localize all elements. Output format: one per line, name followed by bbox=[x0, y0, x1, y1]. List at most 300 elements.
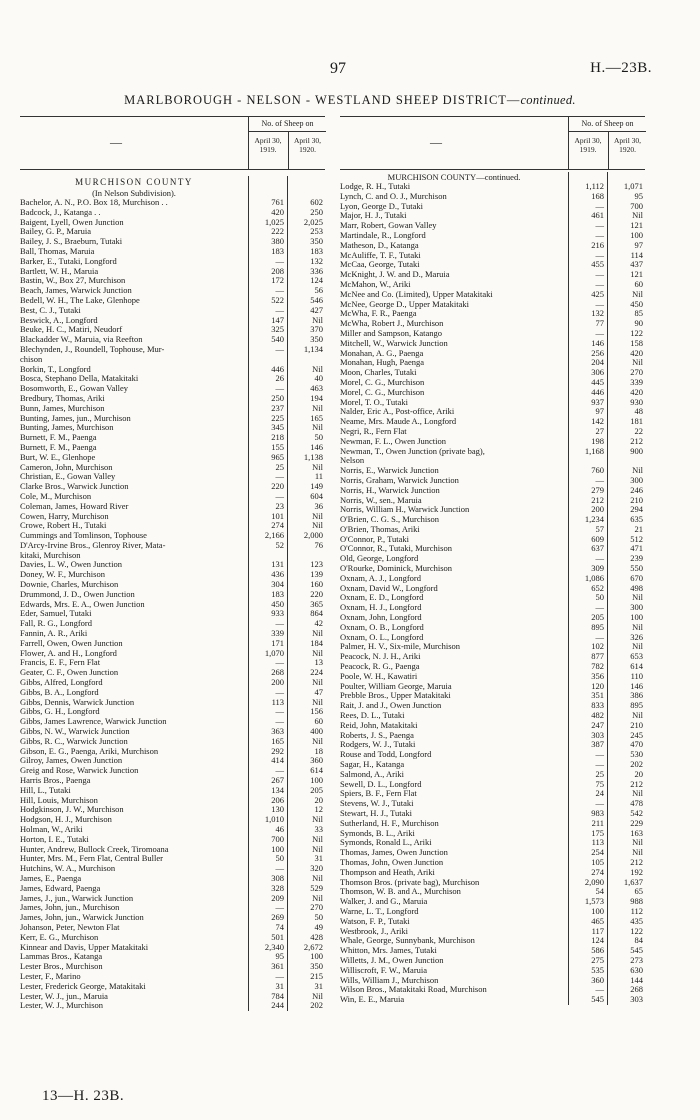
count-1919: 256 bbox=[591, 347, 604, 358]
count-1920: 895 bbox=[630, 700, 643, 711]
count-1920: 124 bbox=[310, 275, 323, 286]
count-1920: 1,134 bbox=[303, 343, 323, 354]
count-1920: 512 bbox=[630, 533, 643, 544]
owner-name: Lynch, C. and O. J., Murchison bbox=[340, 191, 447, 201]
owner-name: Hunter, Mrs. M., Fern Flat, Central Buller bbox=[20, 854, 163, 864]
count-1919: — bbox=[275, 765, 284, 776]
owner-name: Rait, J. and J., Owen Junction bbox=[340, 701, 442, 711]
count-1919: 146 bbox=[591, 337, 604, 348]
owner-name: Hodgson, H. J., Murchison bbox=[20, 815, 112, 825]
count-1919: 455 bbox=[591, 259, 604, 270]
count-1920: 336 bbox=[310, 265, 323, 276]
count-1920: 65 bbox=[634, 886, 643, 897]
owner-name: Gibbs, N. W., Warwick Junction bbox=[20, 727, 130, 737]
count-1919: 535 bbox=[591, 964, 604, 975]
count-1919: 609 bbox=[591, 533, 604, 544]
count-1919: 328 bbox=[271, 882, 284, 893]
count-1919: 1,573 bbox=[584, 896, 604, 907]
owner-name: Gibbs, G. H., Longford bbox=[20, 707, 100, 717]
owner-name: McAuliffe, T. F., Tutaki bbox=[340, 250, 421, 260]
count-1919: 200 bbox=[271, 677, 284, 688]
owner-name: O'Connor, P., Tutaki bbox=[340, 534, 409, 544]
count-1919: 25 bbox=[275, 461, 284, 472]
count-1919: 268 bbox=[271, 667, 284, 678]
count-1920: 300 bbox=[630, 602, 643, 613]
count-1920: 2,000 bbox=[303, 530, 323, 541]
count-1919: — bbox=[595, 229, 604, 240]
count-1919: — bbox=[595, 798, 604, 809]
count-1919: 274 bbox=[591, 866, 604, 877]
count-1920: Nil bbox=[632, 288, 643, 299]
count-1920: 90 bbox=[634, 318, 643, 329]
owner-name: Hutchins, W. A., Murchison bbox=[20, 864, 116, 874]
owner-name: Thomson, W. B. and A., Murchison bbox=[340, 887, 461, 897]
count-1920: 270 bbox=[630, 367, 643, 378]
count-1919: 172 bbox=[271, 275, 284, 286]
owner-name: O'Rourke, Dominick, Murchison bbox=[340, 564, 453, 574]
subsection-heading: (In Nelson Subdivision). bbox=[92, 188, 176, 198]
count-1919: 545 bbox=[591, 994, 604, 1005]
owner-name: James, E., Paenga bbox=[20, 873, 82, 883]
owner-name: Gibbs, Alfred, Longford bbox=[20, 678, 103, 688]
count-1920: 183 bbox=[310, 245, 323, 256]
col-1919-header: April 30, 1919. bbox=[574, 136, 602, 154]
owner-name: Poulter, William George, Maruia bbox=[340, 681, 452, 691]
count-1919: 380 bbox=[271, 236, 284, 247]
count-1919: 2,166 bbox=[264, 530, 284, 541]
count-1919: 31 bbox=[275, 980, 284, 991]
owner-name: Fall, R. G., Longford bbox=[20, 619, 93, 629]
count-1920: 85 bbox=[634, 308, 643, 319]
count-1919: 105 bbox=[591, 856, 604, 867]
count-1920: 212 bbox=[630, 435, 643, 446]
count-1920: 245 bbox=[630, 729, 643, 740]
owner-name: Walker, J. and G., Maruia bbox=[340, 897, 428, 907]
count-1919: 46 bbox=[275, 824, 284, 834]
count-1920: 602 bbox=[310, 197, 323, 207]
count-1919: 50 bbox=[275, 853, 284, 864]
count-1920: 49 bbox=[314, 921, 323, 932]
count-1920: 13 bbox=[314, 657, 323, 668]
count-1919: 52 bbox=[275, 539, 284, 550]
count-1920: Nil bbox=[312, 510, 323, 521]
owner-name: Bastin, W., Box 27, Murchison bbox=[20, 276, 126, 286]
count-1919: 2,340 bbox=[264, 941, 284, 952]
count-1920: 20 bbox=[634, 768, 643, 779]
count-1920: 614 bbox=[310, 765, 323, 776]
count-1919: — bbox=[275, 902, 284, 913]
count-1919: — bbox=[595, 602, 604, 613]
count-1920: Nil bbox=[312, 677, 323, 688]
count-1920: 370 bbox=[310, 324, 323, 335]
owner-name: McWha, F. R., Paenga bbox=[340, 309, 417, 319]
count-1919: — bbox=[275, 383, 284, 394]
count-1919: 27 bbox=[595, 425, 604, 436]
owner-name: Hill, L., Tutaki bbox=[20, 785, 71, 795]
count-1919: 983 bbox=[591, 808, 604, 818]
count-1920: 224 bbox=[310, 667, 323, 678]
owner-name: Oxnam, O. B., Longford bbox=[340, 622, 424, 632]
count-1919: 175 bbox=[591, 827, 604, 838]
count-1919: 244 bbox=[271, 1000, 284, 1011]
owner-name: Prebble Bros., Upper Matakitaki bbox=[340, 691, 451, 701]
count-1919: 482 bbox=[591, 710, 604, 721]
count-1919: 50 bbox=[595, 592, 604, 603]
owner-name: Badcock, J., Katanga . . bbox=[20, 207, 101, 217]
owner-name: Flower, A. and H., Longford bbox=[20, 648, 117, 658]
count-1920: 21 bbox=[634, 523, 643, 534]
owner-name: Morel, T. O., Tutaki bbox=[340, 397, 408, 407]
owner-name: Fannin, A. R., Ariki bbox=[20, 629, 88, 639]
owner-name: Monahan, Hugh, Paenga bbox=[340, 358, 425, 368]
owner-name: Salmond, A., Ariki bbox=[340, 769, 404, 779]
owner-name: Downie, Charles, Murchison bbox=[20, 580, 119, 590]
owner-name: Blechynden, J., Roundell, Tophouse, Mur- bbox=[20, 344, 165, 354]
owner-name: Francis, E. F., Fern Flat bbox=[20, 658, 101, 668]
owner-name: Lester, W. J., jun., Maruia bbox=[20, 991, 108, 1001]
count-1920: 365 bbox=[310, 598, 323, 609]
count-1920: Nil bbox=[312, 363, 323, 374]
count-1920: 139 bbox=[310, 569, 323, 580]
owner-name: Burnett, F. M., Paenga bbox=[20, 433, 97, 443]
count-1920: 350 bbox=[310, 961, 323, 972]
col-1919-header: April 30, 1919. bbox=[254, 136, 282, 154]
count-1919: 304 bbox=[271, 579, 284, 590]
count-1919: 306 bbox=[591, 367, 604, 378]
owner-name: Nalder, Eric A., Post-office, Ariki bbox=[340, 407, 455, 417]
owner-name: Hill, Louis, Murchison bbox=[20, 795, 98, 805]
owner-name: Eder, Samuel, Tutaki bbox=[20, 609, 92, 619]
owner-name: Wilson Bros., Matakitaki Road, Murchison bbox=[340, 985, 487, 995]
count-1919: 414 bbox=[271, 755, 284, 766]
count-1920: 31 bbox=[314, 853, 323, 864]
owner-name: Matheson, D., Katanga bbox=[340, 240, 419, 250]
count-1920: Nil bbox=[312, 647, 323, 658]
count-1920: Nil bbox=[312, 814, 323, 825]
count-1919: 446 bbox=[271, 363, 284, 374]
table-row bbox=[340, 447, 645, 457]
count-1920: 545 bbox=[630, 945, 643, 956]
owner-name: Bachelor, A. N., P.O. Box 18, Murchison . . bbox=[20, 198, 168, 207]
table-row bbox=[20, 1001, 325, 1011]
count-1920: 40 bbox=[314, 373, 323, 384]
count-1919: — bbox=[595, 327, 604, 338]
count-1919: 124 bbox=[591, 935, 604, 946]
owner-name: James, J., jun., Warwick Junction bbox=[20, 893, 134, 903]
count-1919: 75 bbox=[595, 778, 604, 789]
count-1919: — bbox=[275, 490, 284, 501]
owner-name: Negri, R., Fern Flat bbox=[340, 426, 407, 436]
owner-name: Oxnam, E. D., Longford bbox=[340, 593, 424, 603]
count-1920: 149 bbox=[310, 481, 323, 492]
count-1920: 546 bbox=[310, 294, 323, 305]
count-1920: 427 bbox=[310, 304, 323, 315]
count-1919: 303 bbox=[591, 729, 604, 740]
count-1919: 250 bbox=[271, 392, 284, 403]
owner-name: Cummings and Tomlinson, Tophouse bbox=[20, 531, 147, 541]
owner-name: McKnight, J. W. and D., Maruia bbox=[340, 270, 450, 280]
count-1919: — bbox=[595, 278, 604, 289]
count-1919: 782 bbox=[591, 661, 604, 672]
count-1919: 25 bbox=[595, 768, 604, 779]
count-1919: 101 bbox=[271, 510, 284, 521]
count-1919: 2,090 bbox=[584, 876, 604, 887]
count-1920: 163 bbox=[630, 827, 643, 838]
owner-name: Blackadder W., Maruia, via Reefton bbox=[20, 335, 143, 345]
count-1920: 273 bbox=[630, 954, 643, 965]
count-1919: 420 bbox=[271, 206, 284, 217]
count-1919: 279 bbox=[591, 484, 604, 495]
count-1919: 501 bbox=[271, 931, 284, 942]
owner-name: Bailey, G. P., Maruia bbox=[20, 227, 91, 237]
owner-name: Palmer, H. V., Six-mile, Murchison bbox=[340, 642, 460, 652]
owner-name: O'Brien, Thomas, Ariki bbox=[340, 524, 420, 534]
owner-name: D'Arcy-Irvine Bros., Glenroy River, Mata- bbox=[20, 540, 166, 550]
count-1919: 461 bbox=[591, 210, 604, 221]
count-1919: 1,112 bbox=[585, 181, 604, 191]
count-1919: — bbox=[595, 269, 604, 280]
count-1919: 131 bbox=[271, 559, 284, 570]
name-column-header: — bbox=[110, 135, 122, 149]
owner-name: Peacock, R. G., Paenga bbox=[340, 662, 420, 672]
owner-name: Harris Bros., Paenga bbox=[20, 776, 91, 786]
count-1919: — bbox=[275, 343, 284, 354]
count-1919: 345 bbox=[271, 422, 284, 433]
owner-name: Morel, C. G., Murchison bbox=[340, 387, 425, 397]
count-1920: 450 bbox=[630, 298, 643, 309]
owner-name: Rodgers, W. J., Tutaki bbox=[340, 740, 416, 750]
count-1920: Nil bbox=[632, 465, 643, 476]
owner-name: Baigent, Lyell, Owen Junction bbox=[20, 217, 124, 227]
count-1920: 250 bbox=[310, 206, 323, 217]
count-1919: 222 bbox=[271, 226, 284, 237]
count-1919: — bbox=[275, 471, 284, 482]
count-1920: 122 bbox=[630, 327, 643, 338]
count-1920: 529 bbox=[310, 882, 323, 893]
count-1919: 74 bbox=[275, 921, 284, 932]
count-1920: 205 bbox=[310, 784, 323, 795]
subsection-heading: MURCHISON COUNTY—continued. bbox=[387, 172, 521, 182]
count-1920: 542 bbox=[630, 808, 643, 818]
count-1919: 361 bbox=[271, 961, 284, 972]
count-1919: 1,010 bbox=[264, 814, 284, 825]
count-1920: 239 bbox=[630, 553, 643, 564]
owner-name: Lester, W. J., Murchison bbox=[20, 1001, 103, 1011]
owner-name: Best, C. J., Tutaki bbox=[20, 305, 81, 315]
owner-name: Martindale, R., Longford bbox=[340, 230, 426, 240]
count-1919: 522 bbox=[271, 294, 284, 305]
count-1919: 57 bbox=[595, 523, 604, 534]
owner-name: Moon, Charles, Tutaki bbox=[340, 368, 417, 378]
left-table bbox=[20, 116, 325, 1011]
owner-name: Sewell, D. L., Longford bbox=[340, 779, 422, 789]
count-1920: 100 bbox=[630, 229, 643, 240]
count-1919: 102 bbox=[591, 641, 604, 652]
count-1920: 653 bbox=[630, 651, 643, 662]
count-1920: 471 bbox=[630, 543, 643, 554]
owner-name: Drummond, J. D., Owen Junction bbox=[20, 589, 135, 599]
count-1920: 220 bbox=[310, 588, 323, 599]
table-header bbox=[20, 116, 325, 170]
count-1919: 205 bbox=[591, 612, 604, 623]
count-1919: 425 bbox=[591, 288, 604, 299]
owner-name: Kinnear and Davis, Upper Matakitaki bbox=[20, 942, 149, 952]
count-1919: 120 bbox=[591, 680, 604, 691]
count-1919: 142 bbox=[591, 416, 604, 427]
owner-name: Gibbs, James Lawrence, Warwick Junction bbox=[20, 717, 167, 727]
count-1920: 350 bbox=[310, 236, 323, 247]
page-reference: H.—23B. bbox=[590, 60, 652, 76]
count-1919: 1,025 bbox=[264, 216, 284, 227]
sheep-count-title: No. of Sheep on bbox=[569, 117, 646, 132]
count-1920: 550 bbox=[630, 563, 643, 574]
count-1920: 22 bbox=[634, 425, 643, 436]
count-1920: 229 bbox=[630, 817, 643, 828]
count-1920: 246 bbox=[630, 484, 643, 495]
count-1920: 110 bbox=[630, 670, 643, 681]
owner-name: Hunter, Andrew, Bullock Creek, Tiromoana bbox=[20, 844, 169, 854]
count-1920: 478 bbox=[630, 798, 643, 809]
owner-name: McWha, Robert J., Murchison bbox=[340, 319, 444, 329]
owner-name: Win, E. E., Maruia bbox=[340, 995, 405, 1005]
right-table-body bbox=[340, 172, 645, 1005]
count-1919: 292 bbox=[271, 745, 284, 756]
count-1919: 1,234 bbox=[584, 514, 604, 525]
count-1920: 144 bbox=[630, 974, 643, 985]
count-1919: 183 bbox=[271, 245, 284, 256]
owner-name: Beswick, A., Longford bbox=[20, 315, 98, 325]
count-1920: 864 bbox=[310, 608, 323, 619]
count-1920: 146 bbox=[310, 441, 323, 452]
page-number: 97 bbox=[330, 60, 346, 77]
count-1919: 54 bbox=[595, 886, 604, 897]
owner-name: Ball, Thomas, Maruia bbox=[20, 246, 95, 256]
count-1920: 300 bbox=[630, 474, 643, 485]
count-1920: 158 bbox=[630, 337, 643, 348]
owner-name: Burnett, F. M., Paenga bbox=[20, 442, 97, 452]
owner-name: Bunting, James, jun., Murchison bbox=[20, 413, 131, 423]
count-1919: 24 bbox=[595, 788, 604, 799]
count-1919: 363 bbox=[271, 726, 284, 737]
count-1919: 1,086 bbox=[584, 572, 604, 583]
count-1920: 60 bbox=[314, 716, 323, 727]
owner-name: McNee and Co. (Limited), Upper Matakitaki bbox=[340, 289, 493, 299]
owner-name: James, John, jun., Murchison bbox=[20, 903, 120, 913]
page-footer: 13—H. 23B. bbox=[42, 1088, 125, 1104]
owner-name: Farrell, Owen, Owen Junction bbox=[20, 638, 123, 648]
count-1920: 114 bbox=[630, 249, 643, 260]
count-1920: 215 bbox=[310, 970, 323, 981]
count-1919: 652 bbox=[591, 582, 604, 593]
owner-name: Oxnam, A. J., Longford bbox=[340, 573, 421, 583]
table-header bbox=[340, 116, 645, 170]
count-1919: — bbox=[275, 970, 284, 981]
owner-name: Oxnam, O. L., Longford bbox=[340, 632, 424, 642]
count-1919: 183 bbox=[271, 588, 284, 599]
owner-name: Lester Bros., Murchison bbox=[20, 962, 103, 972]
count-1920: Nil bbox=[312, 833, 323, 844]
owner-name: Bartlett, W. H., Maruia bbox=[20, 266, 99, 276]
count-1919: 760 bbox=[591, 465, 604, 476]
owner-name: Bosca, Stephano Della, Matakitaki bbox=[20, 374, 139, 384]
owner-name: Coleman, James, Howard River bbox=[20, 501, 129, 511]
count-1919: — bbox=[275, 686, 284, 697]
count-1919: 147 bbox=[271, 314, 284, 325]
owner-name: Geater, C. F., Owen Junction bbox=[20, 668, 119, 678]
count-1920: 123 bbox=[310, 559, 323, 570]
count-1919: — bbox=[595, 984, 604, 995]
owner-name: Oxnam, John, Longford bbox=[340, 613, 422, 623]
owner-name: Stevens, W. J., Tutaki bbox=[340, 799, 414, 809]
count-1919: — bbox=[275, 304, 284, 315]
count-1920: 50 bbox=[314, 912, 323, 923]
owner-name: Rees, D. L., Tutaki bbox=[340, 711, 405, 721]
sheep-count-title: No. of Sheep on bbox=[249, 117, 326, 132]
owner-name: Horton, I. E., Tutaki bbox=[20, 834, 89, 844]
count-1919: 275 bbox=[591, 954, 604, 965]
count-1920: Nil bbox=[632, 210, 643, 221]
count-1920: Nil bbox=[632, 837, 643, 848]
count-1919: 360 bbox=[591, 974, 604, 985]
owner-name: Peacock, N. J. H., Ariki bbox=[340, 652, 421, 662]
count-1920: 614 bbox=[630, 661, 643, 672]
count-1920: 212 bbox=[630, 778, 643, 789]
count-1920: 435 bbox=[630, 915, 643, 926]
owner-name: Lester, Frederick George, Matakitaki bbox=[20, 981, 146, 991]
count-1920: 31 bbox=[314, 980, 323, 991]
count-1919: 237 bbox=[271, 402, 284, 413]
count-1920: 18 bbox=[314, 745, 323, 756]
count-1920: 184 bbox=[310, 637, 323, 648]
owner-name: Beuke, H. C., Matiri, Neudorf bbox=[20, 325, 123, 335]
page-title bbox=[0, 93, 700, 108]
owner-name: Gibbs, B. A., Longford bbox=[20, 687, 99, 697]
count-1919: 77 bbox=[595, 318, 604, 329]
count-1920: Nil bbox=[312, 402, 323, 413]
count-1919: — bbox=[595, 553, 604, 564]
owner-name: Nelson bbox=[340, 456, 365, 466]
count-1919: 877 bbox=[591, 651, 604, 662]
count-1920: 294 bbox=[630, 504, 643, 515]
owner-name: Williscroft, F. W., Maruia bbox=[340, 965, 428, 975]
count-1920: 36 bbox=[314, 500, 323, 511]
count-1920: 270 bbox=[310, 902, 323, 913]
count-1920: 320 bbox=[310, 863, 323, 874]
count-1920: 268 bbox=[630, 984, 643, 995]
owner-name: Willetts, J. M., Owen Junction bbox=[340, 955, 444, 965]
owner-name: Johanson, Peter, Newton Flat bbox=[20, 922, 120, 932]
owner-name: Bedell, W. H., The Lake, Glenhope bbox=[20, 295, 140, 305]
count-1919: 436 bbox=[271, 569, 284, 580]
owner-name: kitaki, Murchison bbox=[20, 550, 81, 560]
count-1920: Nil bbox=[632, 710, 643, 721]
owner-name: Borkin, T., Longford bbox=[20, 364, 91, 374]
count-1919: 216 bbox=[591, 239, 604, 250]
owner-name: Major, H. J., Tutaki bbox=[340, 211, 407, 221]
count-1920: 988 bbox=[630, 896, 643, 907]
count-1920: 350 bbox=[310, 334, 323, 345]
count-1919: 100 bbox=[271, 843, 284, 854]
owner-name: Edwards, Mrs. E. A., Owen Junction bbox=[20, 599, 145, 609]
count-1919: 274 bbox=[271, 520, 284, 531]
count-1920: 1,138 bbox=[303, 451, 323, 462]
count-1920: 76 bbox=[314, 539, 323, 550]
count-1919: — bbox=[595, 249, 604, 260]
owner-name: Norris, E., Warwick Junction bbox=[340, 466, 439, 476]
count-1919: 833 bbox=[591, 700, 604, 711]
owner-name: Neame, Mrs. Maude A., Longford bbox=[340, 417, 457, 427]
count-1920: 700 bbox=[630, 200, 643, 211]
